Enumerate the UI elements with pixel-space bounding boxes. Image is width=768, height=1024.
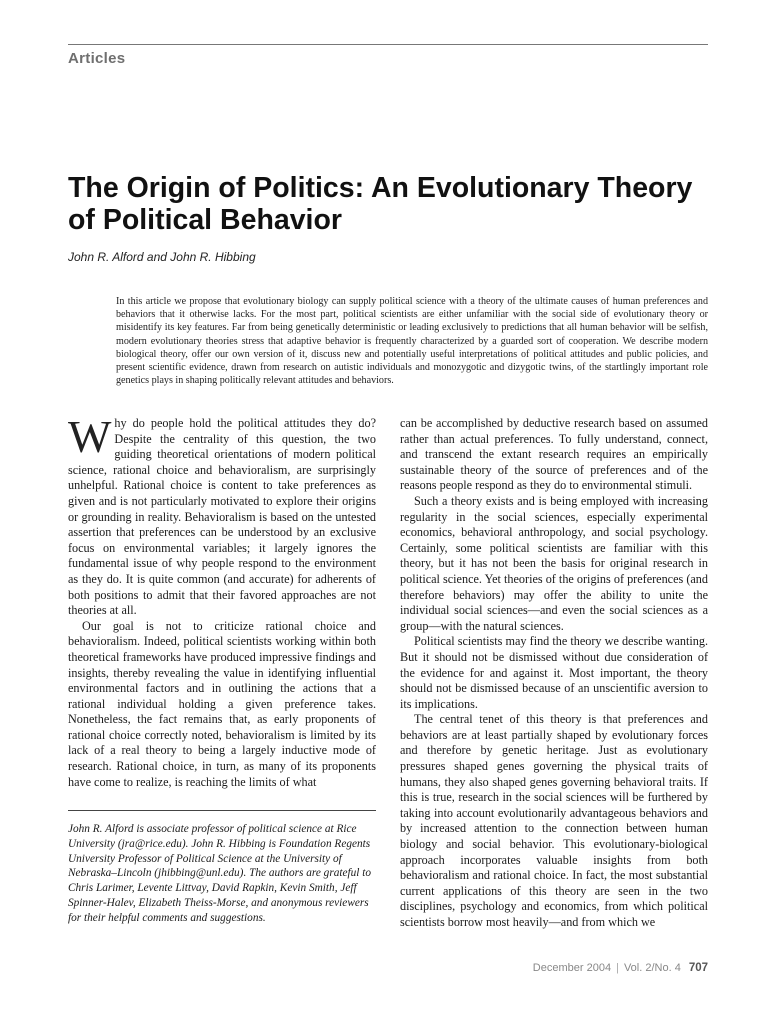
top-rule: [68, 44, 708, 45]
body-paragraph: Our goal is not to criticize rational choice and behavioralism. Indeed, political scientists working within both theoretical frameworks have produced impressive findings and insights, thereby revealing the value in identifying influential environmental factors and in outlining the actions that a rational individual holding a given preference takes. Nonetheless, the fact remains that, as early proponents of rational choice correctly noted, behavioralism is limited by its lack of a real theory to being a largely inductive mode of research. Rational choice, in turn, as many of its proponents have come to realize, is reaching the limits of what: [68, 618, 376, 789]
body-column-left: [68, 411, 376, 790]
footer-date: December 2004: [532, 962, 612, 974]
footer-volume: Vol. 2/No. 4: [623, 962, 681, 974]
article-title: The Origin of Politics: An Evolutionary Theory of Political Behavior: [68, 172, 693, 236]
page-number: 707: [688, 962, 708, 974]
author-footnote: John R. Alford is associate professor of political science at Rice University (jra@rice.edu). John R. Hibbing is Foundation Regents University Professor of Political Science at the University of Nebraska–Lincoln (jhibbing@unl.edu). The authors are grateful to Chris Larimer, Levente Littvay, David Rapkin, Kevin Smith, Jeff Spinner-Halev, Elizabeth Theiss-Morse, and anonymous reviewers for their helpful comments and suggestions.: [68, 823, 372, 924]
article-abstract: In this article we propose that evolutionary biology can supply political science with a theory of the ultimate causes of human preferences and behaviors that it otherwise lacks. For the most part, political scientists are either unfamiliar with the social side of evolutionary theory or misidentify its key features. Far from being genetically deterministic or leading exclusively to predictions that all human behavior will be selfish, modern evolutionary theories stress that adaptive behavior is frequently characterized by a guarded sort of cooperation. We describe modern biological theory, offer our own version of it, discuss new and potentially useful interpretations of political attitudes and public policies, and present scientific evidence, drawn from research on autistic individuals and monozygotic and dizygotic twins, of the startlingly important role genetics plays in shaping politically relevant attitudes and behaviors.: [116, 296, 708, 387]
footnote-rule: [68, 810, 376, 811]
body-paragraph: Such a theory exists and is being employed with increasing regularity in the social sciences, especially experimental economics, behavioral anthropology, and social psychology. Certainly, some political scientists are familiar with this theory, but it has not been the basis for original research in political science. Yet theories of the origins of preferences (and therefore behaviors) may offer the ability to unite the individual social sciences—and even the social sciences as a group—with the natural sciences.: [400, 493, 708, 633]
body-paragraph: can be accomplished by deductive research based on assumed rather than actual preferences. To fully understand, connect, and transcend the extant research requires an empirically sustainable theory of the source of preferences and of the reasons people respond as they do to environmental stimuli.: [400, 416, 708, 493]
article-authors: John R. Alford and John R. Hibbing: [68, 250, 256, 264]
body-paragraph-text: hy do people hold the political attitudes they do? Despite the centrality of this question, the two guiding theoretical orientations of modern political science, rational choice and behavioralism, are surprisingly unhelpful. Rational choice is content to take preferences as given and is not particularly motivated to explore their origins or grounding in reality. Behavioralism is based on the untested assertion that preferences can be understood by an exclusive focus on environmental variables; it largely ignores the fundamental issue of why people respond to the environment as they do. It is quite common (and accurate) for adherents of both positions to admit that their favored approaches are not theories at all.: [68, 416, 376, 618]
footer-separator: |: [616, 962, 619, 974]
section-label: Articles: [68, 50, 126, 67]
drop-cap: W: [68, 411, 112, 462]
page-footer: [533, 962, 708, 974]
body-paragraph: The central tenet of this theory is that preferences and behaviors are at least partially shaped by evolutionary forces and therefore by genetic heritage. Just as evolutionary pressures shaped genes governing the physical traits of humans, they also shaped genes governing behavioral traits. If this is true, research in the social sciences will be furthered by taking into account evolutionarily advantageous behaviors and by increased attention to the connection between human biology and social behavior. This evolutionary-biological approach incorporates valuable insights from both behavioralism and rational choice. In fact, the most substantial current applications of this theory are seen in the two disciplines, psychology and economics, from which political scientists borrow most heavily—and from which we: [400, 712, 708, 929]
body-paragraph: Political scientists may find the theory we describe wanting. But it should not be dismissed without due consideration of the evidence for and against it. Most important, the theory should not be dismissed because of an unscientific aversion to its implications.: [400, 634, 708, 711]
body-paragraph: [68, 411, 376, 619]
body-column-right: [400, 416, 708, 931]
